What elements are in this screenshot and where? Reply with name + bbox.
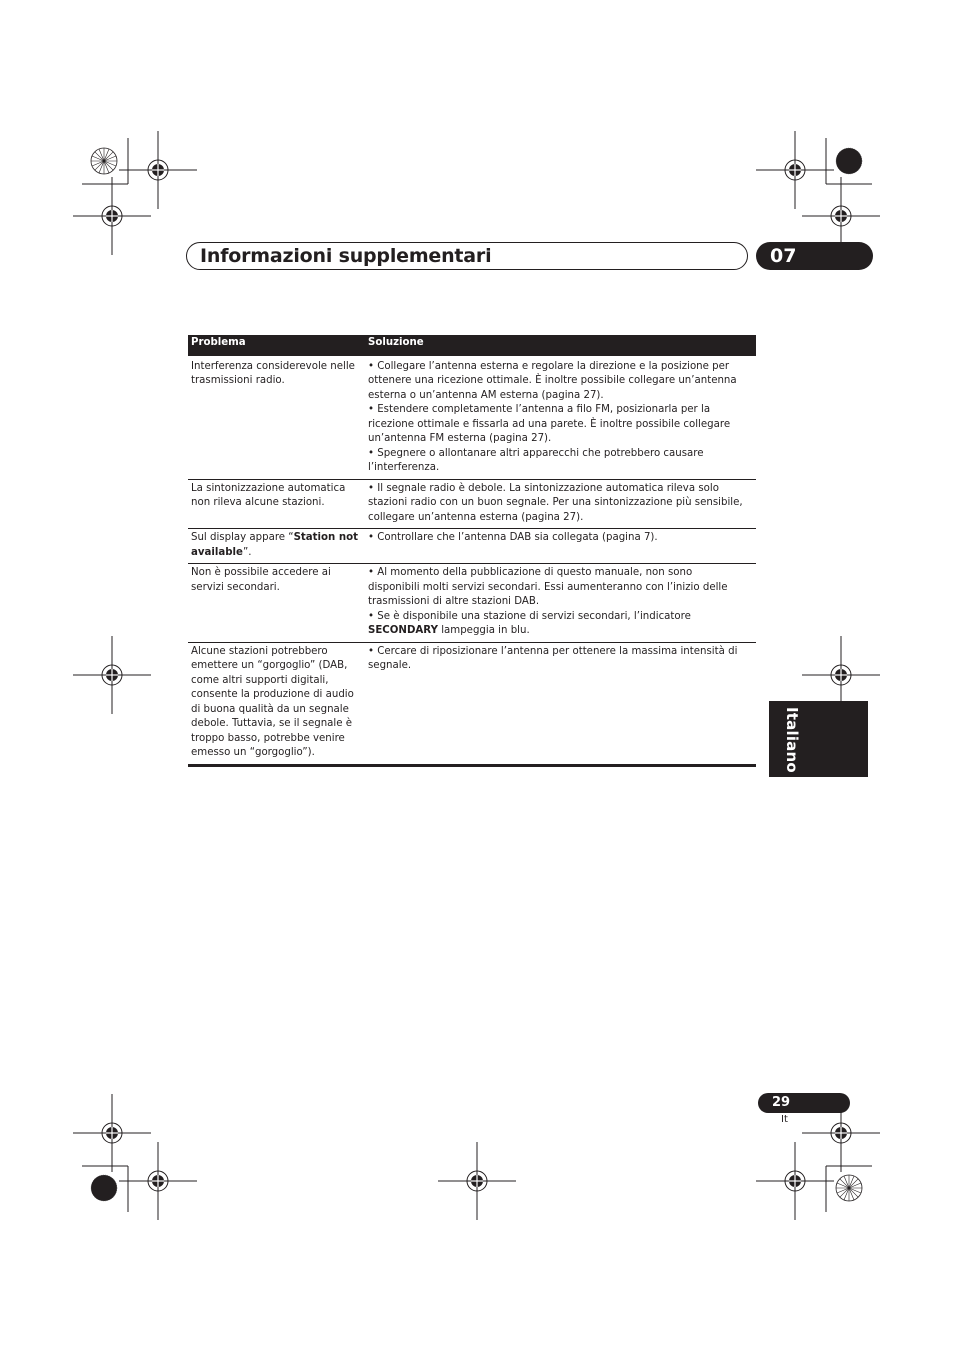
display-message: available xyxy=(191,546,243,558)
page-title: Informazioni supplementari xyxy=(200,245,492,267)
display-message: Station not xyxy=(293,532,358,543)
registration-mark-icon xyxy=(756,131,834,209)
language-code: It xyxy=(781,1114,788,1125)
table-row xyxy=(188,356,756,480)
star-target-icon xyxy=(91,148,117,174)
section-header xyxy=(186,242,748,270)
solution-cell: • Il segnale radio è debole. La sintonizzazione automatica rileva solo stazioni radio con un buon segnale. Per una sintonizzazione più sensibile, collegare un’antenna esterna (pagina 27). xyxy=(365,479,756,529)
solution-cell: • Al momento della pubblicazione di questo manuale, non sono disponibili molti servizi secondari. Essi aumenteranno con l’inizio delle trasmissioni di altre stazioni DAB. • Se è disponibile una stazione di servizi secondari, l’indicatore SECONDARY lampeggia in blu. xyxy=(365,564,756,643)
problem-cell: Interferenza considerevole nelle trasmissioni radio. xyxy=(191,360,355,386)
language-tab xyxy=(769,701,868,777)
table-row xyxy=(188,529,756,564)
table-header-row xyxy=(188,335,756,356)
registration-mark-icon xyxy=(119,1142,197,1220)
language-label: Italiano xyxy=(783,707,801,773)
column-header-problem: Problema xyxy=(188,335,365,356)
registration-mark-icon xyxy=(73,177,151,255)
table-row xyxy=(188,642,756,765)
table-row xyxy=(188,564,756,643)
star-target-icon xyxy=(836,148,862,174)
indicator-name: SECONDARY xyxy=(368,625,438,636)
problem-cell: Alcune stazioni potrebbero emettere un “gorgoglio” (DAB, come altri supporti digitali, consente la produzione di audio di buona qualità da un segnale debole. Tuttavia, se il segnale è troppo basso, potrebbe venire emesso un “gorgoglio”). xyxy=(188,642,365,765)
registration-mark-icon xyxy=(756,1142,834,1220)
registration-mark-icon xyxy=(119,131,197,209)
chapter-badge: 07 xyxy=(756,242,873,270)
table-row xyxy=(188,479,756,529)
column-header-solution: Soluzione xyxy=(365,335,756,356)
solution-cell: • Cercare di riposizionare l’antenna per ottenere la massima intensità di segnale. xyxy=(365,642,756,765)
star-target-icon xyxy=(836,1175,862,1201)
registration-mark-icon xyxy=(73,1094,151,1172)
problem-cell: Non è possibile accedere ai servizi secondari. xyxy=(188,564,365,643)
solution-cell: • Collegare l’antenna esterna e regolare la direzione e la posizione per ottenere una ricezione ottimale. È inoltre possibile collegare un’antenna esterna o un’antenna AM esterna (pagina 27). • Estendere completamente l’antenna a filo FM, posizionarla per la ricezione ottimale e fissarla ad una parete. È inoltre possibile collegare un’antenna FM esterna (pagina 27). • Spegnere o allontanare altri apparecchi che potrebbero causare l’interferenza. xyxy=(368,360,737,473)
troubleshooting-table xyxy=(188,335,756,767)
registration-mark-icon xyxy=(438,1142,516,1220)
problem-cell: La sintonizzazione automatica non rileva alcune stazioni. xyxy=(188,479,365,529)
solution-cell: • Controllare che l’antenna DAB sia collegata (pagina 7). xyxy=(365,529,756,564)
star-target-icon xyxy=(91,1175,117,1201)
registration-mark-icon xyxy=(73,636,151,714)
problem-cell: Sul display appare “Station not available”. xyxy=(188,529,365,564)
page-number: 29 xyxy=(758,1093,850,1113)
